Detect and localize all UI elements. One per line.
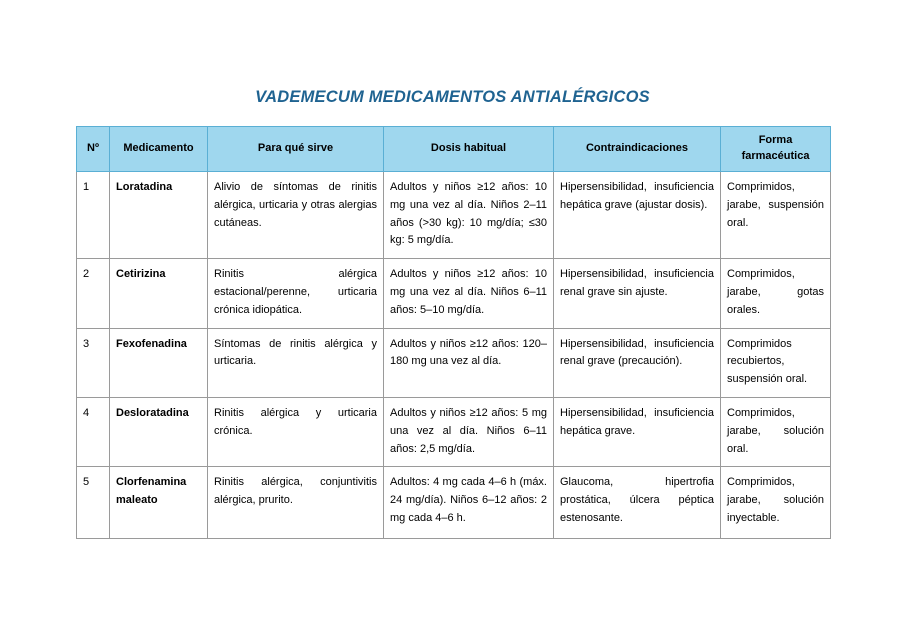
cell-num: 1	[77, 171, 110, 258]
table-row	[77, 467, 831, 539]
cell-dosis-habitual: Adultos y niños ≥12 años: 10 mg una vez al día. Niños 2–11 años (>30 kg): 10 mg/día; ≤30 kg: 5 mg/día.	[384, 171, 554, 258]
cell-contraindicaciones: Hipersensibilidad, insuficiencia renal grave (precaución).	[554, 328, 721, 397]
cell-num: 3	[77, 328, 110, 397]
column-header-forma-farmaceutica: Forma farmacéutica	[721, 127, 831, 172]
vademecum-table	[76, 126, 831, 539]
table-row	[77, 328, 831, 397]
cell-forma-farmaceutica: Comprimidos, jarabe, gotas orales.	[721, 259, 831, 328]
cell-dosis-habitual: Adultos y niños ≥12 años: 10 mg una vez al día. Niños 6–11 años: 5–10 mg/día.	[384, 259, 554, 328]
cell-medicamento: Desloratadina	[110, 398, 208, 467]
column-header-para-que-sirve: Para qué sirve	[208, 127, 384, 172]
cell-contraindicaciones: Hipersensibilidad, insuficiencia hepática grave (ajustar dosis).	[554, 171, 721, 258]
cell-forma-farmaceutica: Comprimidos recubiertos, suspensión oral.	[721, 328, 831, 397]
table-row	[77, 259, 831, 328]
cell-contraindicaciones: Hipersensibilidad, insuficiencia hepática grave.	[554, 398, 721, 467]
table-row	[77, 398, 831, 467]
table-row	[77, 171, 831, 258]
cell-num: 4	[77, 398, 110, 467]
table-body	[77, 171, 831, 539]
cell-medicamento: Clorfenamina maleato	[110, 467, 208, 539]
cell-num: 2	[77, 259, 110, 328]
table-header-row	[77, 127, 831, 172]
column-header-medicamento: Medicamento	[110, 127, 208, 172]
column-header-num: Nº	[77, 127, 110, 172]
cell-num: 5	[77, 467, 110, 539]
column-header-dosis-habitual: Dosis habitual	[384, 127, 554, 172]
cell-para-que-sirve: Rinitis alérgica, conjuntivitis alérgica, prurito.	[208, 467, 384, 539]
cell-medicamento: Cetirizina	[110, 259, 208, 328]
cell-forma-farmaceutica: Comprimidos, jarabe, suspensión oral.	[721, 171, 831, 258]
cell-para-que-sirve: Rinitis alérgica y urticaria crónica.	[208, 398, 384, 467]
cell-para-que-sirve: Alivio de síntomas de rinitis alérgica, urticaria y otras alergias cutáneas.	[208, 171, 384, 258]
cell-dosis-habitual: Adultos y niños ≥12 años: 5 mg una vez al día. Niños 6–11 años: 2,5 mg/día.	[384, 398, 554, 467]
vademecum-table-container	[76, 126, 830, 539]
cell-medicamento: Fexofenadina	[110, 328, 208, 397]
page-title: VADEMECUM MEDICAMENTOS ANTIALÉRGICOS	[255, 88, 650, 106]
cell-para-que-sirve: Rinitis alérgica estacional/perenne, urticaria crónica idiopática.	[208, 259, 384, 328]
table-header	[77, 127, 831, 172]
cell-dosis-habitual: Adultos: 4 mg cada 4–6 h (máx. 24 mg/día). Niños 6–12 años: 2 mg cada 4–6 h.	[384, 467, 554, 539]
cell-forma-farmaceutica: Comprimidos, jarabe, solución inyectable.	[721, 467, 831, 539]
column-header-contraindicaciones: Contraindicaciones	[554, 127, 721, 172]
cell-contraindicaciones: Hipersensibilidad, insuficiencia renal grave sin ajuste.	[554, 259, 721, 328]
cell-para-que-sirve: Síntomas de rinitis alérgica y urticaria.	[208, 328, 384, 397]
cell-dosis-habitual: Adultos y niños ≥12 años: 120–180 mg una vez al día.	[384, 328, 554, 397]
cell-forma-farmaceutica: Comprimidos, jarabe, solución oral.	[721, 398, 831, 467]
cell-medicamento: Loratadina	[110, 171, 208, 258]
cell-contraindicaciones: Glaucoma, hipertrofia prostática, úlcera péptica estenosante.	[554, 467, 721, 539]
